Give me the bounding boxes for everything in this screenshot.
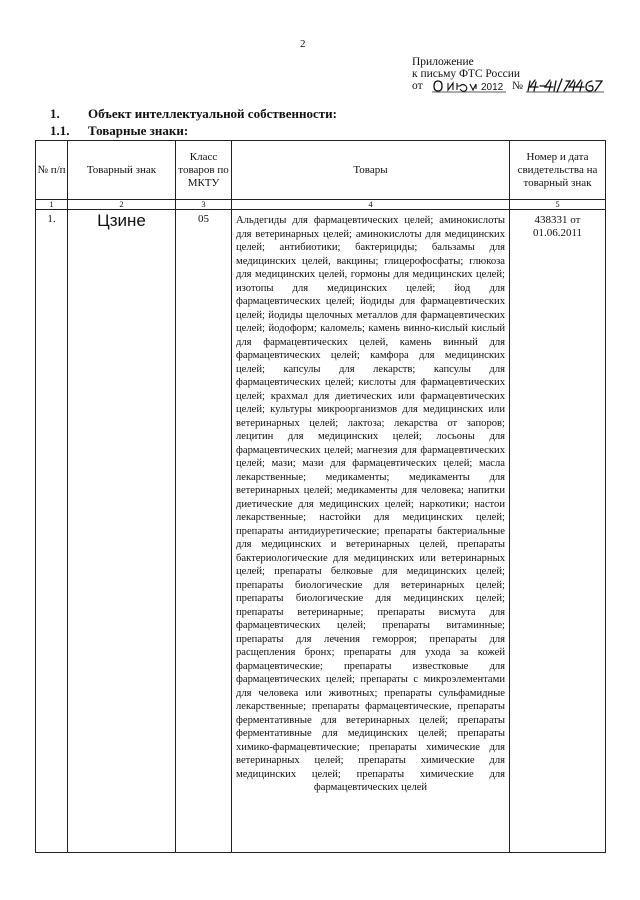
header-class: Класс товаров по МКТУ [176,141,232,200]
certificate-cell [510,210,606,853]
goods-cell [232,210,510,853]
section-heading-trademarks [50,123,188,139]
trademark-table [35,140,606,853]
date-prefix: от [412,80,423,92]
header-certificate: Номер и дата свидетельства на товарный знак [510,141,606,200]
column-number: 2 [68,200,176,210]
subsection-title: Товарные знаки: [88,123,189,138]
header-number: № п/п [36,141,68,200]
goods-list: Альдегиды для фармацевтических целей; аминокислоты для ветеринарных целей; аминокислоты для медицинских целей; антибиотики; бактерициды; бальзамы для медицинских целей, вакцины; глицерофосфаты; глюкоза для медицинских целей, гормоны для медицинских целей; изотопы для медицинских целей; йод для фармацевтических целей; йодиды для фармацевтических целей; йодиды щелочных металлов для фармацевтических целей; йодоформ; каломель; камень винно-кислый кислый для фармацевтических целей, камень винный для фармацевтических целей; камфора для медицинских целей; капсулы для лекарств; капсулы для фармацевтических целей; кислоты для фармацевтических целей; крахмал для диетических или фармацевтических целей; культуры микроорганизмов для медицинских или ветеринарных целей; лактоза; лекарства от запоров; лецитин для медицинских целей; лосьоны для фармацевтических целей; магнезия для фармацевтических целей; мази; мази для фармацевтических целей; масла лекарственные; медикаменты; медикаменты для ветеринарных целей; медикаменты для человека; напитки диетические для медицинских целей; наркотики; настои лекарственные; настойки для медицинских целей; препараты антидиуретические; препараты бактериальные для медицинских и ветеринарных целей, препараты бактериологические для медицинских или ветеринарных целей; препараты белковые для медицинских целей; препараты биологические для ветеринарных целей; препараты биологические для медицинских целей; препараты ветеринарные; препараты висмута для фармацевтических целей; препараты витаминные; препараты для лечения геморроя; препараты для расщепления бронх; препараты для ухода за кожей фармацевтические; препараты известковые для фармацевтических целей; препараты с микроэлементами для человека или животных; препараты сульфамидные лекарственные; препараты фармацевтические, препараты ферментативные для ветеринарных целей; препараты ферментативные для медицинских целей; препараты химико-фармацевтические; препараты химические для ветеринарных целей; препараты химические для медицинских целей; препараты химические для фармацевтических целей [236,215,505,793]
certificate-number: 438331 от [534,214,581,226]
header-goods: Товары [232,141,510,200]
mktu-class: 05 [176,210,232,853]
letter-reference [412,80,523,95]
page-number: 2 [300,38,306,50]
handwritten-letter-number-ink [526,77,606,95]
number-prefix: № [512,80,523,92]
appendix-title: Приложение [412,56,474,68]
appendix-letter-to: к письму ФТС России [412,68,521,80]
appendix-block [412,56,523,95]
section-title: Объект интеллектуальной собственности: [88,106,337,121]
section-number: 1. [50,106,60,121]
table-row [36,210,606,853]
header-trademark: Товарный знак [68,141,176,200]
subsection-number: 1.1. [50,123,70,138]
trademark-name: Цзине [68,210,176,853]
certificate-date: 01.06.2011 [532,227,583,239]
column-number: 5 [510,200,606,210]
section-heading-object [50,106,337,122]
row-number: 1. [36,210,68,853]
date-year: 2012 [481,82,504,93]
column-number: 4 [232,200,510,210]
column-number: 1 [36,200,68,210]
column-number: 3 [176,200,232,210]
column-number-row [36,200,606,210]
handwritten-date-ink [432,77,508,95]
table-header-row [36,141,606,200]
